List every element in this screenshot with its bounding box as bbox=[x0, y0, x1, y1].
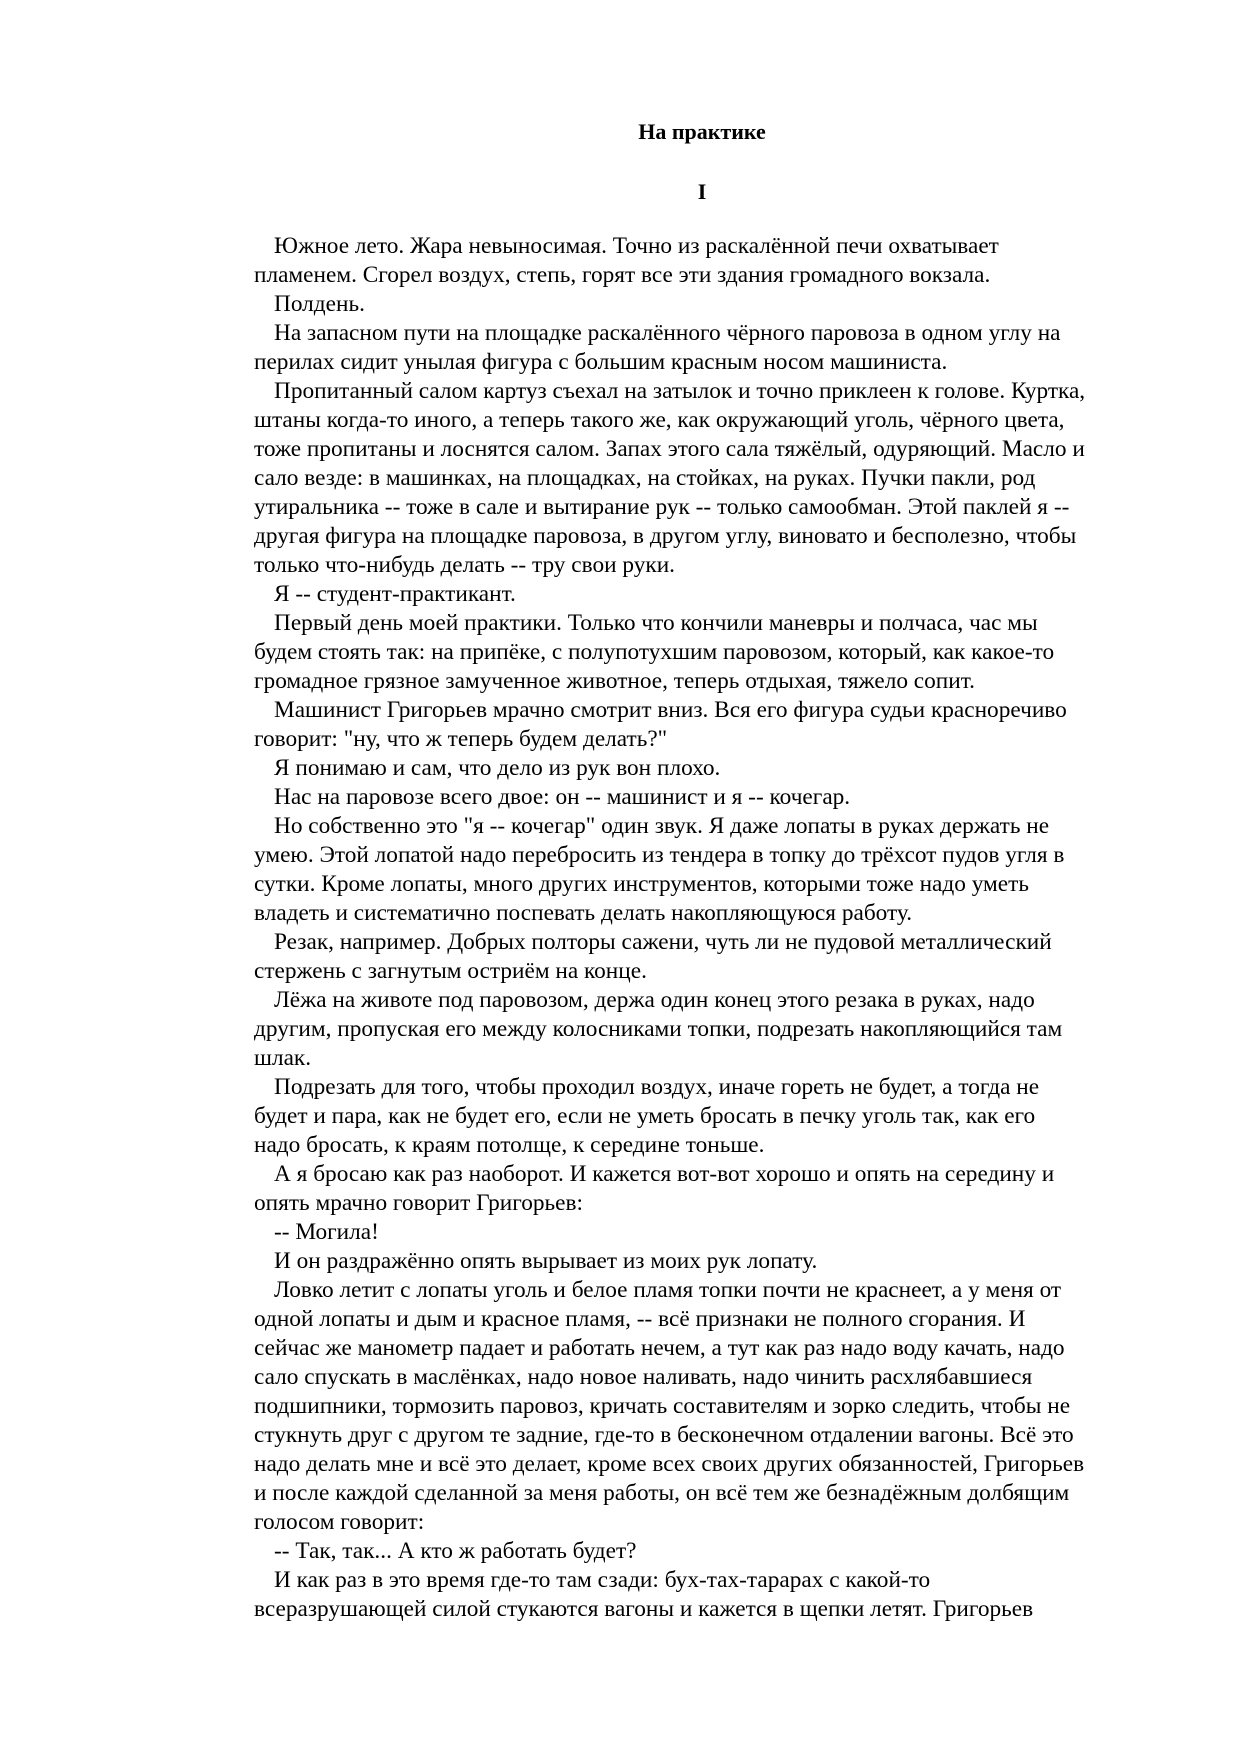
body-text bbox=[254, 232, 1166, 1624]
text-line: Я -- студент-практикант. bbox=[274, 581, 516, 607]
text-line: -- Могила! bbox=[274, 1219, 379, 1245]
text-line: только что-нибудь делать -- тру свои руки. bbox=[254, 552, 675, 578]
text-line: голосом говорит: bbox=[254, 1509, 425, 1535]
text-line: и после каждой сделанной за меня работы, он всё тем же безнадёжным долбящим bbox=[254, 1480, 1070, 1506]
text-line: пламенем. Сгорел воздух, степь, горят все эти здания громадного вокзала. bbox=[254, 262, 991, 288]
text-line: подшипники, тормозить паровоз, кричать составителям и зорко следить, чтобы не bbox=[254, 1393, 1071, 1419]
text-line: Первый день моей практики. Только что кончили маневры и полчаса, час мы bbox=[274, 610, 1038, 636]
text-line: сало везде: в машинках, на площадках, на стойках, на руках. Пучки пакли, род bbox=[254, 465, 1036, 491]
text-line: опять мрачно говорит Григорьев: bbox=[254, 1190, 583, 1216]
text-line: На запасном пути на площадке раскалённого чёрного паровоза в одном углу на bbox=[274, 320, 1061, 346]
text-line: будем стоять так: на припёке, с полупотухшим паровозом, который, как какое-то bbox=[254, 639, 1055, 665]
text-line: Нас на паровозе всего двое: он -- машинист и я -- кочегар. bbox=[274, 784, 851, 810]
text-line: шлак. bbox=[254, 1045, 312, 1071]
text-line: Ловко летит с лопаты уголь и белое пламя топки почти не краснеет, а у меня от bbox=[274, 1277, 1062, 1303]
text-line: А я бросаю как раз наоборот. И кажется вот-вот хорошо и опять на середину и bbox=[274, 1161, 1055, 1187]
text-line: надо делать мне и всё это делает, кроме всех своих других обязанностей, Григорьев bbox=[254, 1451, 1085, 1477]
text-line: Машинист Григорьев мрачно смотрит вниз. Вся его фигура судьи красноречиво bbox=[274, 697, 1067, 723]
text-line: сало спускать в маслёнках, надо новое наливать, надо чинить расхлябавшиеся bbox=[254, 1364, 1033, 1390]
chapter-heading: I bbox=[697, 179, 707, 204]
text-line: Лёжа на животе под паровозом, держа один конец этого резака в руках, надо bbox=[274, 987, 1035, 1013]
text-line: сутки. Кроме лопаты, много других инструментов, которыми тоже надо уметь bbox=[254, 871, 1029, 897]
text-line: умею. Этой лопатой надо перебросить из тендера в топку до трёхсот пудов угля в bbox=[254, 842, 1065, 868]
text-line: Но собственно это "я -- кочегар" один звук. Я даже лопаты в руках держать не bbox=[274, 813, 1050, 839]
text-line: Резак, например. Добрых полторы сажени, чуть ли не пудовой металлический bbox=[274, 929, 1052, 955]
text-line: будет и пара, как не будет его, если не уметь бросать в печку уголь так, как его bbox=[254, 1103, 1036, 1129]
text-line: перилах сидит унылая фигура с большим красным носом машиниста. bbox=[254, 349, 948, 375]
document-title: На практике bbox=[638, 119, 766, 144]
text-line: надо бросать, к краям потолще, к середине тоньше. bbox=[254, 1132, 765, 1158]
text-line: И как раз в это время где-то там сзади: бух-тах-тарарах с какой-то bbox=[274, 1567, 931, 1593]
text-line: всеразрушающей силой стукаются вагоны и кажется в щепки летят. Григорьев bbox=[254, 1596, 1034, 1622]
text-line: сейчас же манометр падает и работать нечем, а тут как раз надо воду качать, надо bbox=[254, 1335, 1065, 1361]
text-line: громадное грязное замученное животное, теперь отдыхая, тяжело сопит. bbox=[254, 668, 975, 694]
text-line: говорит: "ну, что ж теперь будем делать?" bbox=[254, 726, 668, 752]
text-line: Подрезать для того, чтобы проходил воздух, иначе гореть не будет, а тогда не bbox=[274, 1074, 1040, 1100]
text-line: тоже пропитаны и лоснятся салом. Запах этого сала тяжёлый, одуряющий. Масло и bbox=[254, 436, 1085, 462]
text-line: штаны когда-то иного, а теперь такого же, как окружающий уголь, чёрного цвета, bbox=[254, 407, 1065, 433]
text-line: другим, пропуская его между колосниками топки, подрезать накопляющийся там bbox=[254, 1016, 1063, 1042]
text-line: Пропитанный салом картуз съехал на затылок и точно приклеен к голове. Куртка, bbox=[274, 378, 1086, 404]
text-line: стукнуть друг с другом те задние, где-то в бесконечном отдалении вагоны. Всё это bbox=[254, 1422, 1074, 1448]
text-line: одной лопаты и дым и красное пламя, -- всё признаки не полного сгорания. И bbox=[254, 1306, 1026, 1332]
text-line: Полдень. bbox=[274, 291, 365, 317]
text-line: -- Так, так... А кто ж работать будет? bbox=[274, 1538, 637, 1564]
text-line: И он раздражённо опять вырывает из моих рук лопату. bbox=[274, 1248, 818, 1274]
text-line: утиральника -- тоже в сале и вытирание рук -- только самообман. Этой паклей я -- bbox=[254, 494, 1070, 520]
text-line: другая фигура на площадке паровоза, в другом углу, виновато и бесполезно, чтобы bbox=[254, 523, 1077, 549]
text-line: Южное лето. Жара невыносимая. Точно из раскалённой печи охватывает bbox=[274, 233, 999, 259]
text-line: стержень с загнутым остриём на конце. bbox=[254, 958, 647, 984]
text-line: Я понимаю и сам, что дело из рук вон плохо. bbox=[274, 755, 721, 781]
text-line: владеть и систематично поспевать делать накопляющуюся работу. bbox=[254, 900, 913, 926]
